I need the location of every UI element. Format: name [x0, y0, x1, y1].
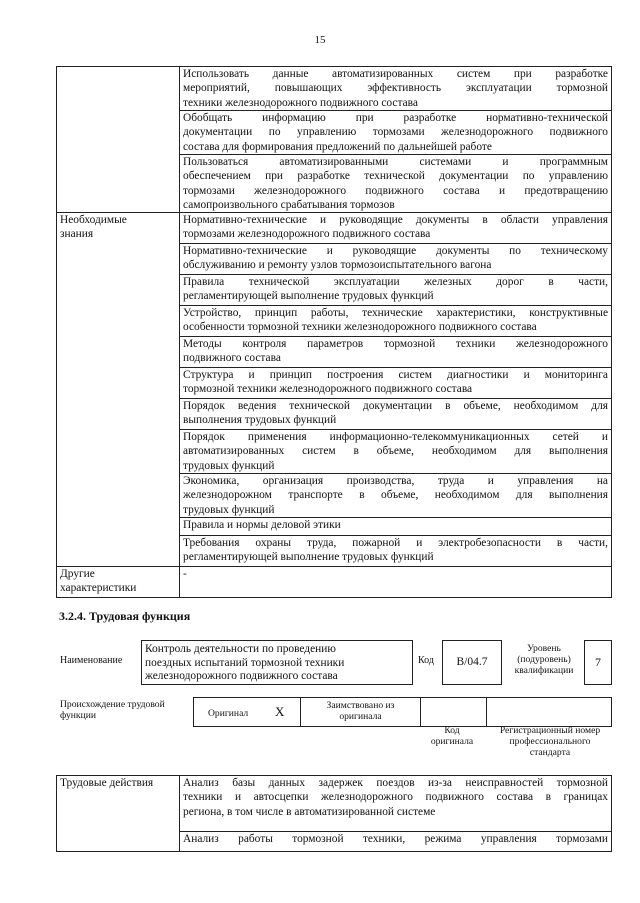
knowledge-row: Нормативно-технические и руководящие документы по техническому обслуживанию и ремонту узлов тормозоиспытательного вагона	[180, 244, 612, 275]
origin-divider	[420, 698, 421, 726]
action-row: Анализ базы данных задержек поездов из-за неисправностей тормозной техники и автосцепки железнодорожного подвижного состава в границах региона, в том числе в автоматизированной системе	[180, 776, 612, 832]
borrowed-label: Заимствовано из оригинала	[326, 700, 395, 722]
function-name: Контроль деятельности по проведению поездных испытаний тормозной техники железнодорожного подвижного состава	[141, 640, 413, 685]
knowledge-row: Устройство, принцип работы, технические характеристики, конструктивные особенности тормозной техники железнодорожного подвижного состава	[180, 306, 612, 337]
other-label: Другие характеристики	[57, 567, 180, 598]
name-label: Наименование	[60, 655, 123, 666]
origin-divider	[486, 698, 487, 726]
knowledge-row: Правила и нормы деловой этики	[180, 518, 612, 536]
ability-row: Обобщать информацию при разработке нормативно-технической документации по управлению тормозами железнодорожного подвижного состава для формирования предложений по дальнейшей работе	[180, 111, 612, 155]
action-row: Анализ работы тормозной техники, режима управления тормозами	[180, 832, 612, 852]
original-mark: X	[275, 704, 285, 719]
code-label: Код	[418, 655, 434, 666]
level-value: 7	[584, 640, 612, 685]
actions-table	[56, 775, 612, 852]
ability-label-cell	[57, 67, 180, 213]
knowledge-row: Порядок применения информационно-телекоммуникационных сетей и автоматизированных систем в объеме, необходимом для выполнения трудовых функций	[180, 430, 612, 474]
knowledge-row: Порядок ведения технической документации в объеме, необходимом для выполнения трудовых функций	[180, 399, 612, 430]
code-value: B/04.7	[442, 640, 502, 685]
actions-label: Трудовые действия	[57, 776, 180, 852]
knowledge-row: Экономика, организация производства, труда и управления на железнодорожном транспорте в объеме, необходимом для выполнения трудовых функций	[180, 474, 612, 518]
skills-table	[56, 66, 612, 598]
code-caption: Код оригинала	[430, 725, 474, 747]
origin-row	[193, 697, 612, 727]
knowledge-row: Методы контроля параметров тормозной техники железнодорожного подвижного состава	[180, 337, 612, 368]
knowledge-row: Требования охраны труда, пожарной и электробезопасности в части, регламентирующей выполнение трудовых функций	[180, 536, 612, 567]
section-heading: 3.2.4. Трудовая функция	[59, 609, 191, 623]
knowledge-row: Правила технической эксплуатации железных дорог в части, регламентирующей выполнение трудовых функций	[180, 275, 612, 306]
ability-row: Использовать данные автоматизированных систем при разработке мероприятий, повышающих эффективность эксплуатации тормозной техники железнодорожного подвижного состава	[180, 67, 612, 111]
original-label: Оригинал	[208, 708, 249, 719]
other-value: -	[180, 567, 612, 598]
level-label: Уровень (подуровень) квалификации	[514, 643, 574, 676]
page-number: 15	[314, 34, 326, 46]
knowledge-row: Нормативно-технические и руководящие документы в области управления тормозами железнодорожного подвижного состава	[180, 213, 612, 244]
ability-row: Пользоваться автоматизированными системами и программным обеспечением при разработке технической документации по управлению тормозами железнодорожного подвижного состава и предотвращению самопроизвольного срабатывания тормозов	[180, 155, 612, 213]
knowledge-row: Структура и принцип построения систем диагностики и мониторинга тормозной техники железнодорожного подвижного состава	[180, 368, 612, 399]
reg-caption: Регистрационный номер профессионального стандарта	[499, 725, 601, 758]
knowledge-label: Необходимые знания	[57, 213, 180, 567]
origin-label: Происхождение трудовой функции	[60, 699, 165, 721]
